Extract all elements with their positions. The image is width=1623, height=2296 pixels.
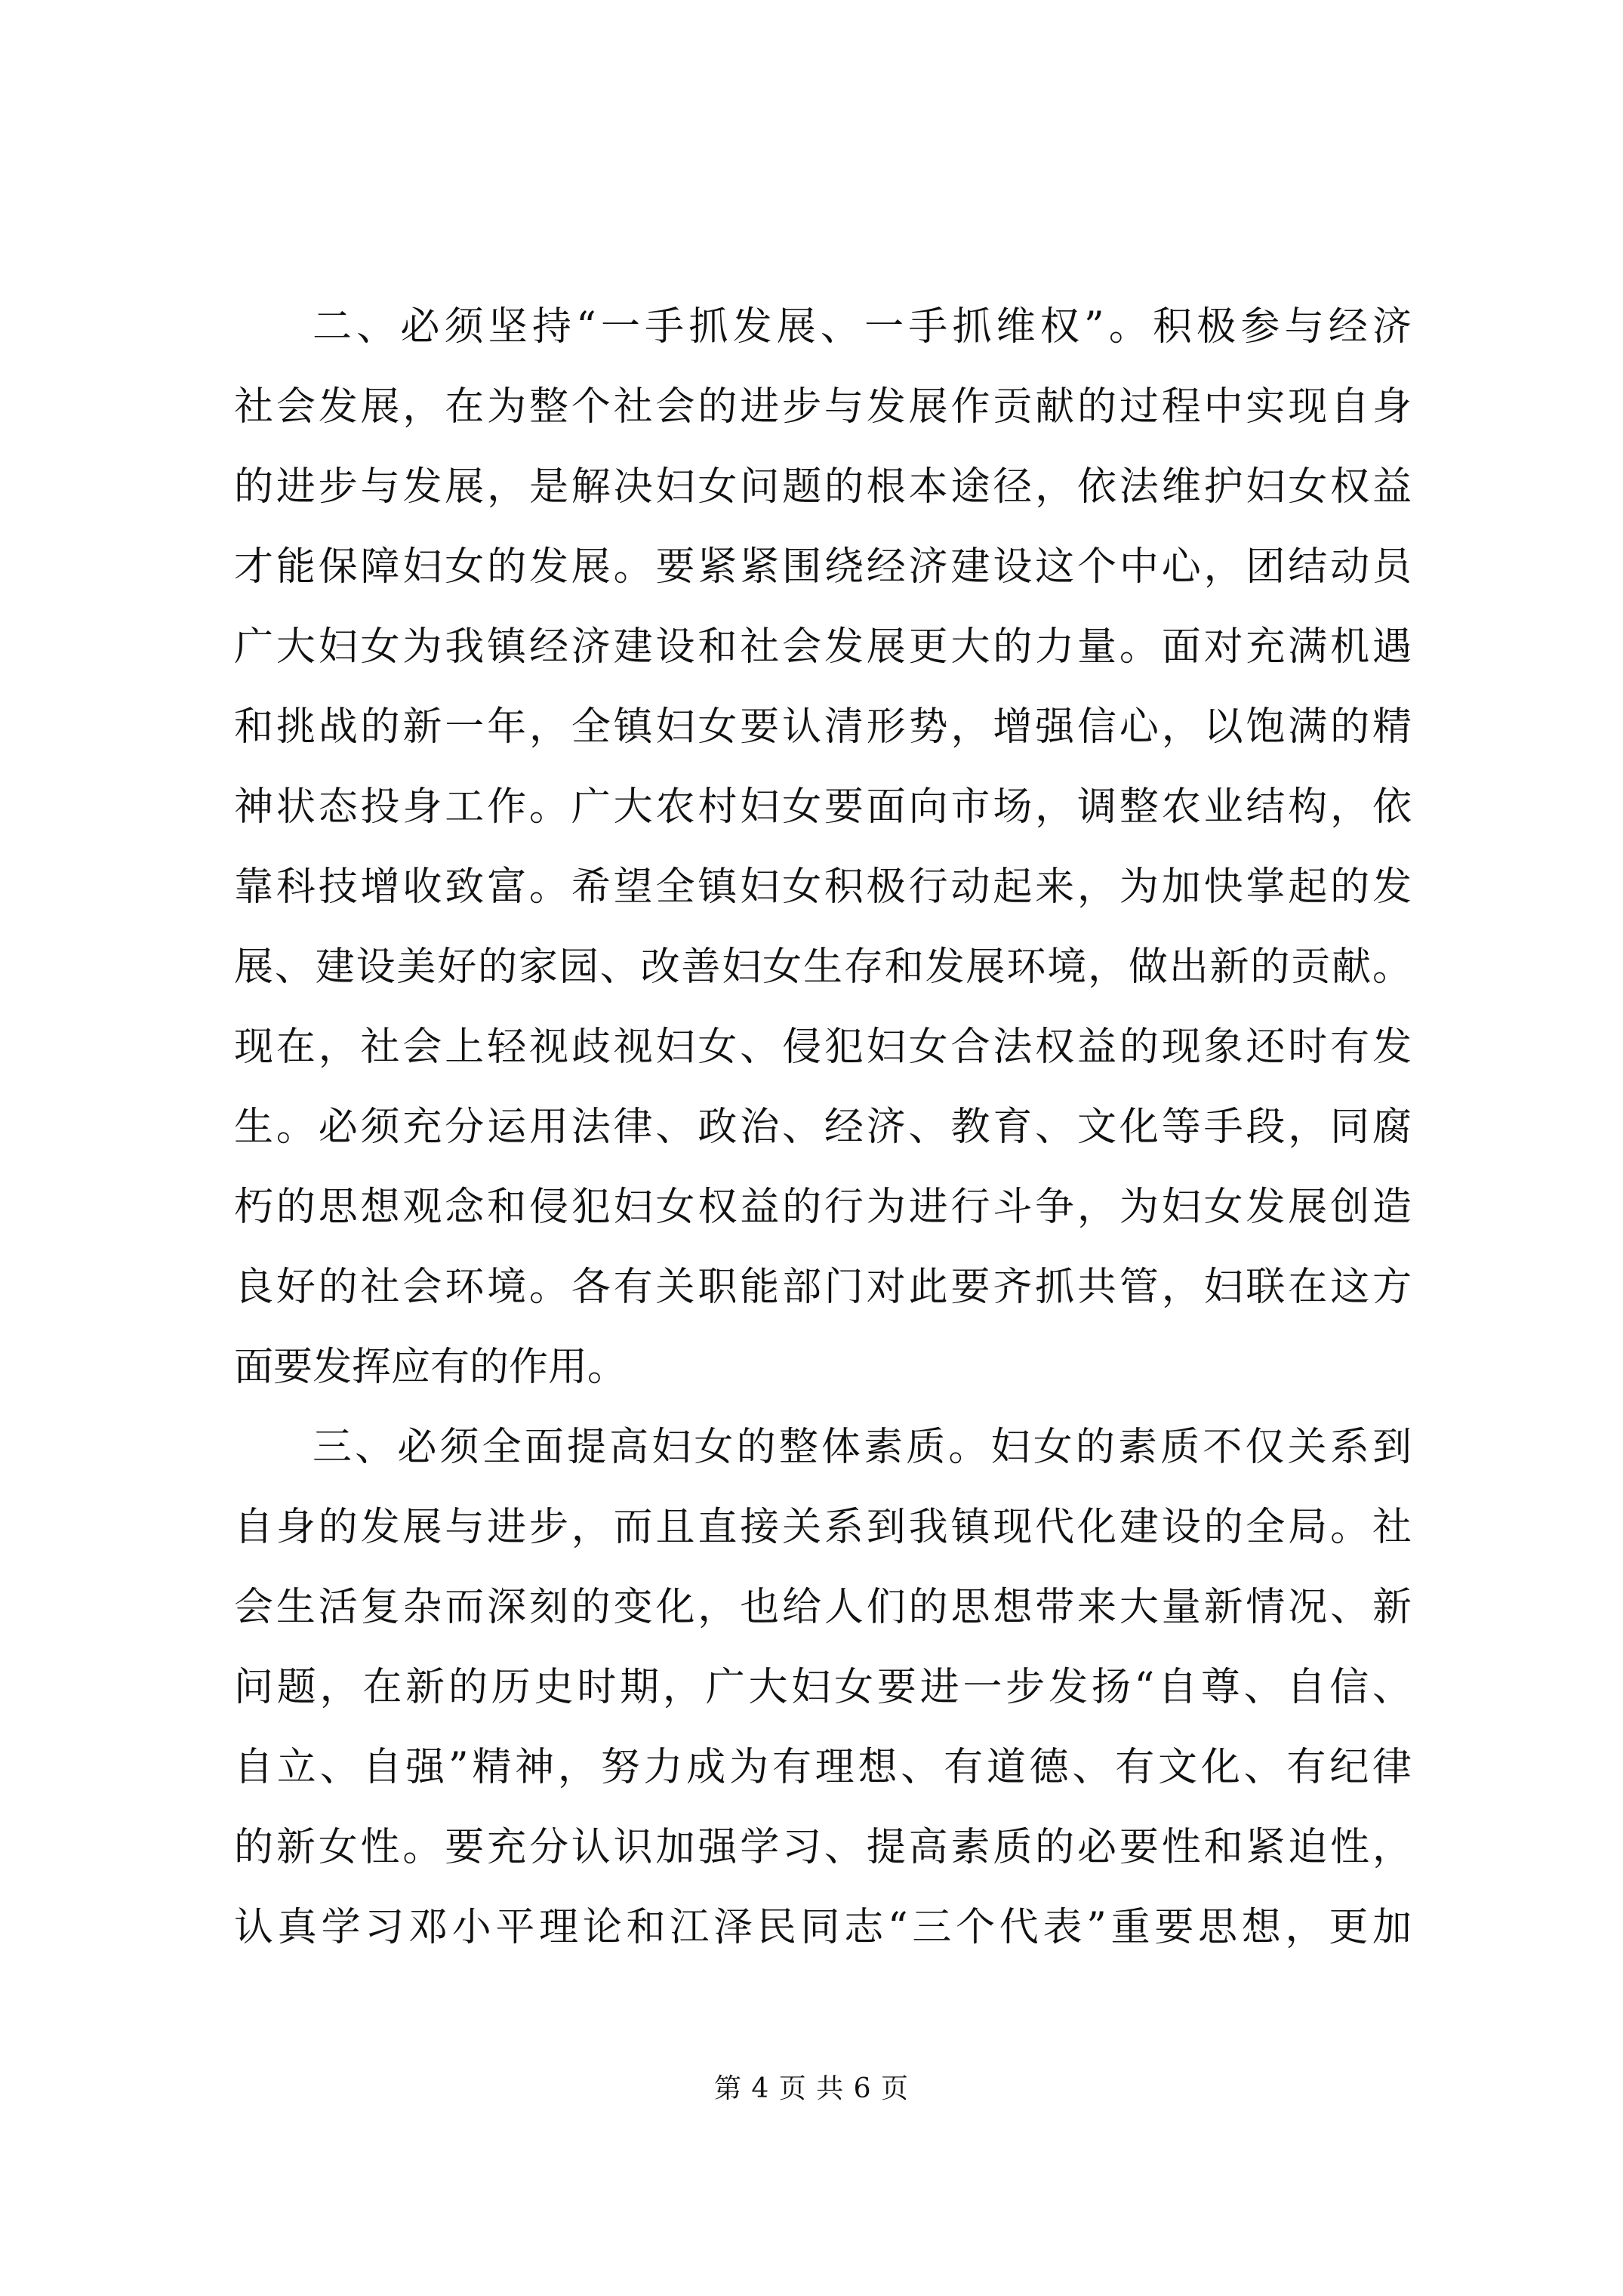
text-line: 问题，在新的历史时期，广大妇女要进一步发扬“自尊、自信、 [234,1665,1412,1710]
paragraph-3 [234,1407,1412,1968]
text-line: 现在，社会上轻视歧视妇女、侵犯妇女合法权益的现象还时有发 [234,1025,1412,1070]
text-line: 生。必须充分运用法律、政治、经济、教育、文化等手段，同腐 [234,1105,1412,1150]
text-line: 社会发展，在为整个社会的进步与发展作贡献的过程中实现自身 [234,384,1412,430]
document-body [234,287,1412,1968]
text-line: 展、建设美好的家园、改善妇女生存和发展环境，做出新的贡献。 [234,945,1412,990]
text-line: 认真学习邓小平理论和江泽民同志“三个代表”重要思想，更加 [234,1905,1412,1950]
text-line: 自身的发展与进步，而且直接关系到我镇现代化建设的全局。社 [234,1505,1412,1550]
text-line: 和挑战的新一年，全镇妇女要认清形势，增强信心，以饱满的精 [234,704,1412,750]
text-line: 靠科技增收致富。希望全镇妇女积极行动起来，为加快掌起的发 [234,864,1412,910]
text-line: 广大妇女为我镇经济建设和社会发展更大的力量。面对充满机遇 [234,624,1412,670]
text-line: 神状态投身工作。广大农村妇女要面向市场，调整农业结构，依 [234,784,1412,830]
text-line: 朽的思想观念和侵犯妇女权益的行为进行斗争，为妇女发展创造 [234,1185,1412,1230]
text-line: 面要发挥应有的作用。 [234,1345,627,1390]
text-line: 会生活复杂而深刻的变化，也给人们的思想带来大量新情况、新 [234,1585,1412,1630]
paragraph-2 [234,287,1412,1407]
text-line: 的进步与发展，是解决妇女问题的根本途径，依法维护妇女权益 [234,464,1412,510]
text-line: 二、必须坚持“一手抓发展、一手抓维权”。积极参与经济 [313,304,1412,350]
text-line: 才能保障妇女的发展。要紧紧围绕经济建设这个中心，团结动员 [234,544,1412,590]
page-number-footer: 第 4 页 共 6 页 [713,2073,910,2104]
text-line: 自立、自强”精神，努力成为有理想、有道德、有文化、有纪律 [234,1745,1412,1790]
text-line: 良好的社会环境。各有关职能部门对此要齐抓共管，妇联在这方 [234,1265,1412,1310]
text-line: 的新女性。要充分认识加强学习、提高素质的必要性和紧迫性， [234,1825,1412,1870]
text-line: 三、必须全面提高妇女的整体素质。妇女的素质不仅关系到 [313,1425,1412,1470]
